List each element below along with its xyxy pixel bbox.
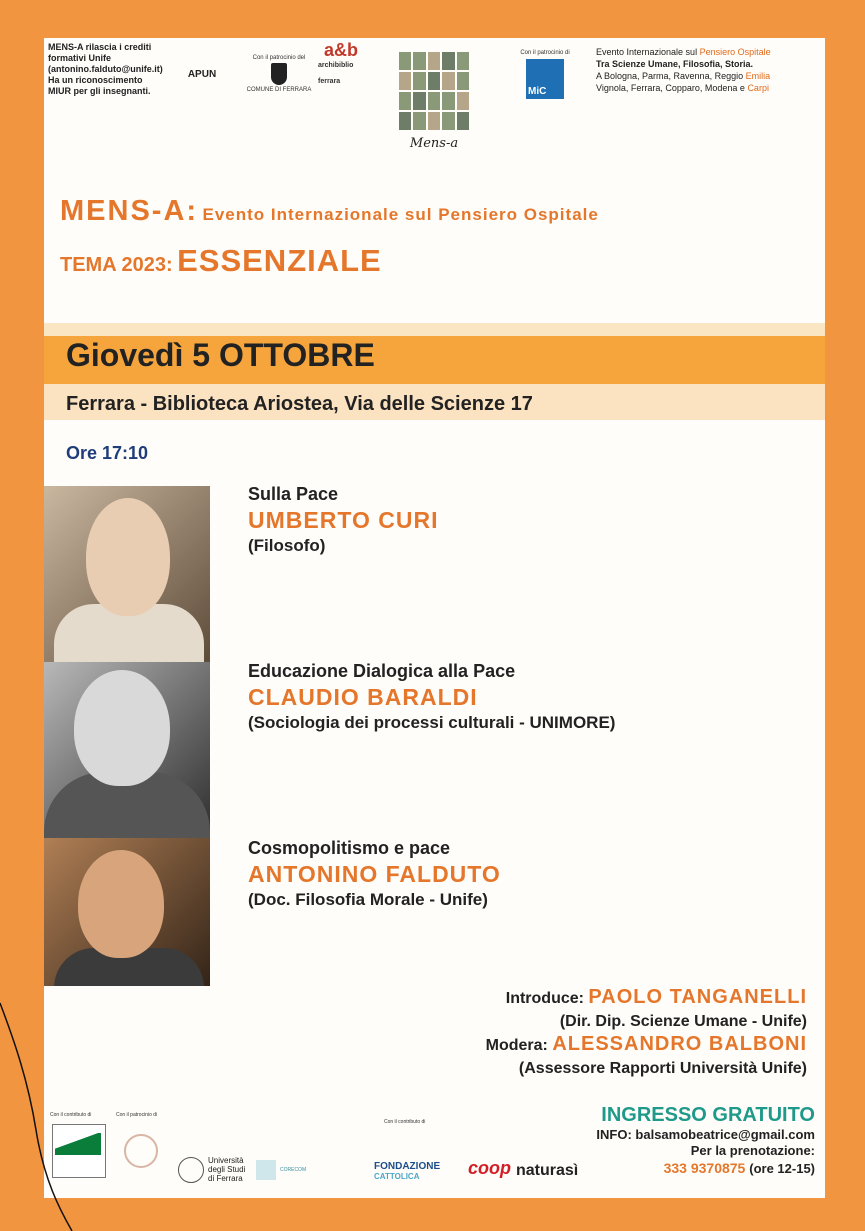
event-date: Giovedì 5 OTTOBRE [66,337,375,373]
info-contact[interactable]: INFO: balsamobeatrice@gmail.com [596,1127,815,1142]
ab-sub-label: archibiblio ferrara [318,62,354,85]
speaker-photo-falduto [44,838,210,986]
unife-logo: Università degli Studi di Ferrara [178,1156,245,1183]
moderation-block [486,986,807,1080]
credits-line: MENS-A rilascia i crediti [48,42,152,52]
poster-sheet [44,38,825,1198]
ingresso-gratuito: INGRESSO GRATUITO [601,1104,815,1126]
corecom-logo: CORECOM [256,1160,352,1180]
ab-label: a&b [323,40,358,60]
phone-line[interactable]: 333 9370875 (ore 12-15) [663,1160,815,1176]
theme-year-label: TEMA 2023: [60,254,173,276]
speaker-name: ANTONINO FALDUTO [248,861,501,887]
speaker-photo-baraldi [44,662,210,838]
comune-ferrara-logo [239,46,319,102]
patrocinio-label: Con il patrocinio di [116,1112,158,1118]
speaker-name: UMBERTO CURI [248,507,439,533]
mic-logo [514,44,576,104]
event-info-line: Vignola, Ferrara, Copparo, Modena e Carpi [596,83,769,93]
contributo-label: Con il contributo di [50,1112,92,1118]
fondazione-cattolica-logo: FONDAZIONE CATTOLICA [374,1161,441,1181]
speaker-topic: Educazione Dialogica alla Pace [248,661,516,681]
event-title [60,195,599,228]
mosaic-icon [399,52,469,130]
speaker-block [248,484,438,556]
ingresso-block [596,1104,815,1178]
mensa-logo [389,46,479,156]
speaker-photo-curi [44,486,210,662]
comune-patrocinio-label: Con il patrocinio del [252,55,306,61]
prenotazione-label: Per la prenotazione: [690,1143,815,1158]
speaker-topic: Sulla Pace [248,484,339,504]
speaker-block [248,838,501,910]
apun-logo [172,44,232,104]
coop-logo: coop [468,1158,511,1178]
credits-line: (antonino.falduto@unife.it) [48,64,163,74]
credits-line: formativi Unife [48,53,112,63]
event-subtitle: Evento Internazionale sul Pensiero Ospitale [202,205,599,224]
event-info-line: Evento Internazionale sul Pensiero Ospitale [596,47,771,57]
event-info-line: A Bologna, Parma, Ravenna, Reggio Emilia [596,71,771,81]
archibiblio-logo [318,40,364,86]
credits-note [48,42,168,97]
credits-line: Ha un riconoscimento [48,75,143,85]
speaker-block [248,661,615,733]
speaker-name: CLAUDIO BARALDI [248,684,478,710]
mic-icon: MiC [526,59,564,99]
comune-label: COMUNE DI FERRARA [246,87,312,93]
speaker-role: (Sociologia dei processi culturali - UNIMORE) [248,713,616,732]
mensa-label: Mens-a [409,135,459,151]
speaker-role: (Doc. Filosofia Morale - Unife) [248,890,488,909]
event-time: Ore 17:10 [66,443,149,463]
corecom-icon [256,1160,276,1180]
credits-line: MIUR per gli insegnanti. [48,86,151,96]
seal-icon [124,1134,158,1168]
regione-logo [52,1124,106,1178]
mic-patrocinio-label: Con il patrocinio di [520,49,570,56]
moderator-line: Modera: ALESSANDRO BALBONI [485,1033,807,1055]
brand-title: MENS-A: [60,195,199,227]
moderator-role: (Assessore Rapporti Università Unife) [518,1060,807,1077]
theme-name: ESSENZIALE [177,243,382,278]
naturasi-logo: naturasì [516,1162,579,1179]
intro-line: Introduce: PAOLO TANGANELLI [505,986,807,1008]
apun-label: APUN [187,68,217,80]
crest-icon [271,63,287,85]
event-info [596,46,822,94]
intro-role: (Dir. Dip. Scienze Umane - Unife) [559,1013,807,1030]
contributo2-label: Con il contributo di [384,1119,426,1125]
speaker-topic: Cosmopolitismo e pace [248,838,451,858]
speaker-role: (Filosofo) [248,536,326,555]
event-place: Ferrara - Biblioteca Ariostea, Via delle Scienze 17 [66,393,533,415]
unife-seal-icon [178,1157,204,1183]
theme-title [60,243,382,279]
event-info-line: Tra Scienze Umane, Filosofia, Storia. [596,59,754,69]
